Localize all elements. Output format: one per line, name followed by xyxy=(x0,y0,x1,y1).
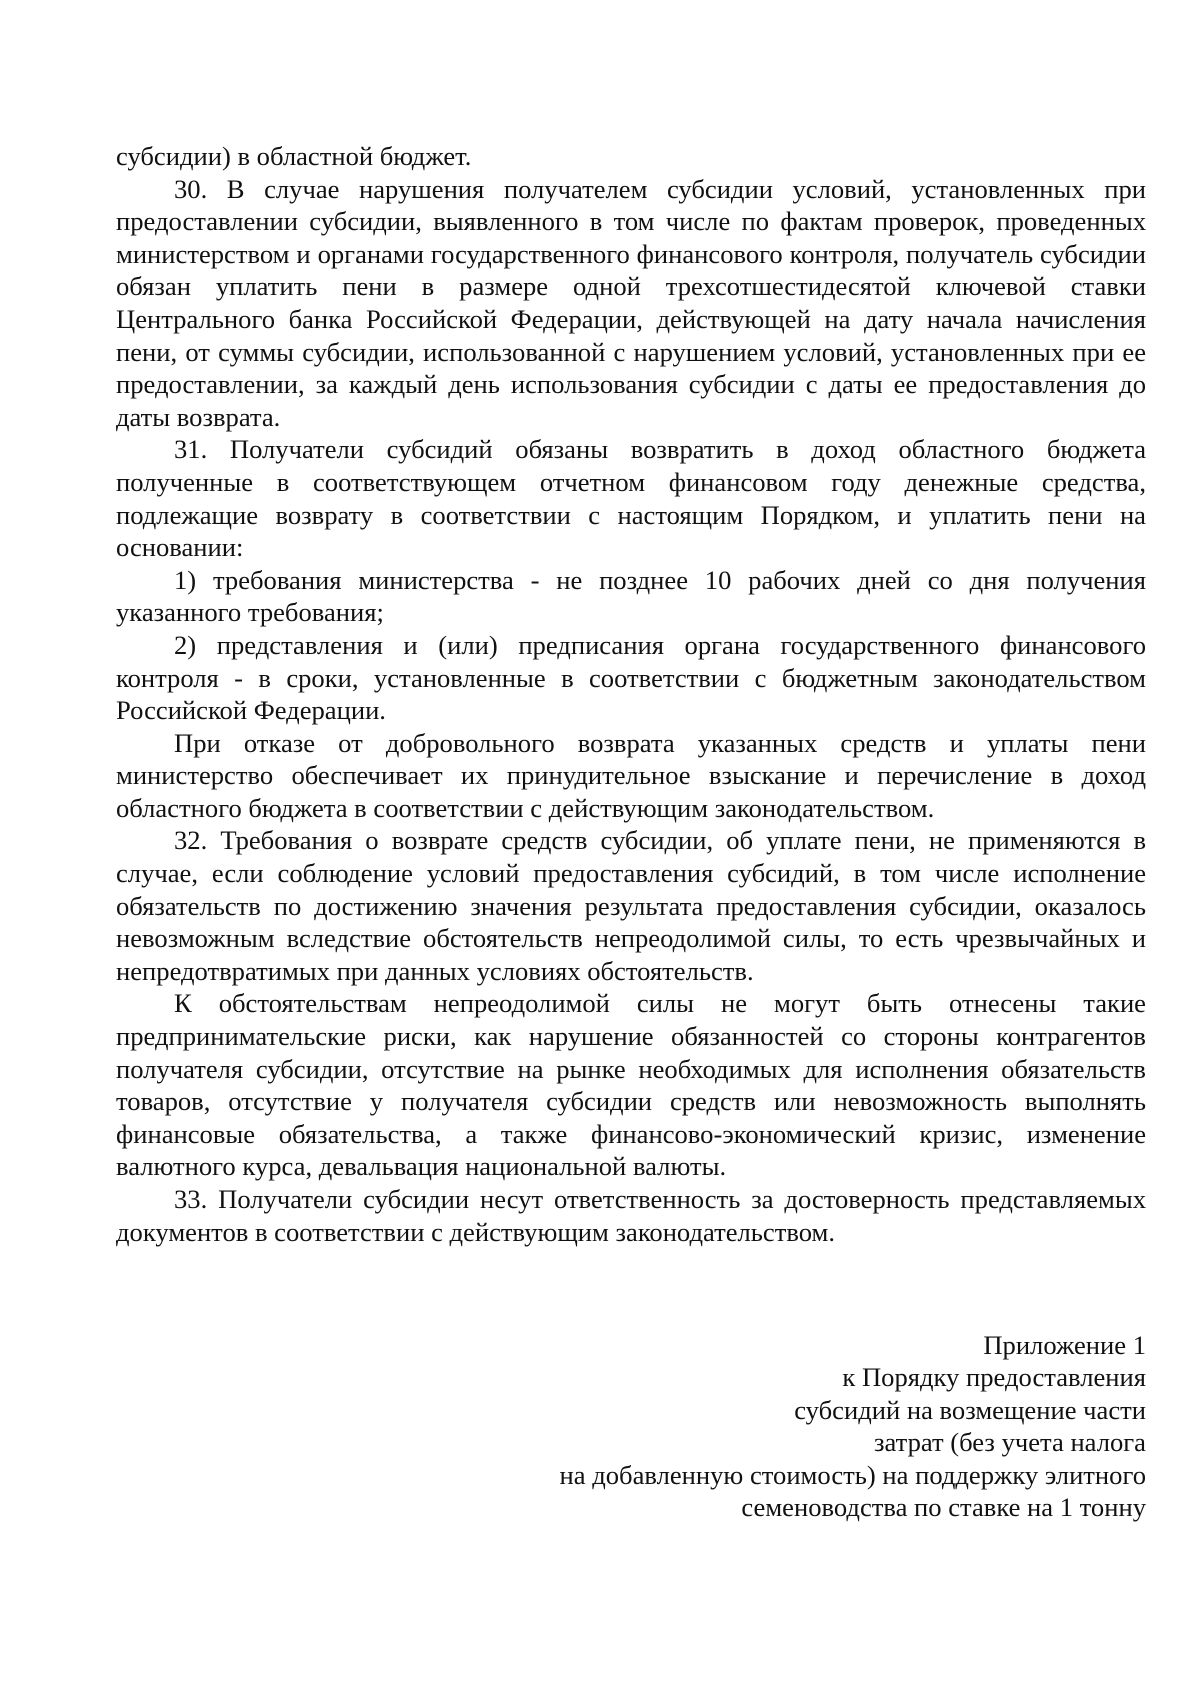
appendix-heading xyxy=(116,1329,1146,1523)
appendix-line: к Порядку предоставления xyxy=(842,1362,1146,1393)
appendix-line: семеноводства по ставке на 1 тонну xyxy=(741,1492,1146,1523)
paragraph-continuation: субсидии) в областной бюджет. xyxy=(116,141,472,171)
document-body xyxy=(116,140,1146,1248)
appendix-line: субсидий на возмещение части xyxy=(794,1394,1146,1425)
paragraph-item-30: 30. В случае нарушения получателем субсидии условий, установленных при предоставлении субсидии, выявленного в том числе по фактам проверок, проведенных министерством и органами государственного финансового контроля, получатель субсидии обязан уплатить пени в размере одной трехсотшестидесятой ключевой ставки Центрального банка Российской Федерации, действующей на дату начала начисления пени, от суммы субсидии, использованной с нарушением условий, установленных при ее предоставлении, за каждый день использования субсидии с даты ее предоставления до даты возврата. xyxy=(116,173,1146,432)
paragraph-force-majeure: К обстоятельствам непреодолимой силы не могут быть отнесены такие предпринимательские риски, как нарушение обязанностей со стороны контрагентов получателя субсидии, отсутствие на рынке необходимых для исполнения обязательств товаров, отсутствие у получателя субсидии средств или невозможность выполнять финансовые обязательства, а также финансово-экономический кризис, изменение валютного курса, девальвация национальной валюты. xyxy=(116,988,1146,1182)
paragraph-subitem-2: 2) представления и (или) предписания органа государственного финансового контроля - в сроки, установленные в соответствии с бюджетным законодательством Российской Федерации. xyxy=(116,629,1146,726)
paragraph-item-31: 31. Получатели субсидий обязаны возвратить в доход областного бюджета полученные в соответствующем отчетном финансовом году денежные средства, подлежащие возврату в соответствии с настоящим Порядком, и уплатить пени на основании: xyxy=(116,434,1146,563)
appendix-line: на добавленную стоимость) на поддержку элитного xyxy=(559,1459,1146,1490)
paragraph-refusal: При отказе от добровольного возврата указанных средств и уплаты пени министерство обеспечивает их принудительное взыскание и перечисление в доход областного бюджета в соответствии с действующим законодательством. xyxy=(116,727,1146,823)
paragraph-subitem-1: 1) требования министерства - не позднее 10 рабочих дней со дня получения указанного требования; xyxy=(116,564,1146,628)
paragraph-item-32: 32. Требования о возврате средств субсидии, об уплате пени, не применяются в случае, если соблюдение условий предоставления субсидий, в том числе исполнение обязательств по достижению значения результата предоставления субсидии, оказалось невозможным вследствие обстоятельств непреодолимой силы, то есть чрезвычайных и непредотвратимых при данных условиях обстоятельств. xyxy=(116,825,1146,986)
appendix-line: затрат (без учета налога xyxy=(874,1427,1146,1458)
paragraph-item-33: 33. Получатели субсидии несут ответственность за достоверность представляемых документов в соответствии с действующим законодательством. xyxy=(116,1184,1146,1247)
appendix-line: Приложение 1 xyxy=(983,1330,1146,1360)
